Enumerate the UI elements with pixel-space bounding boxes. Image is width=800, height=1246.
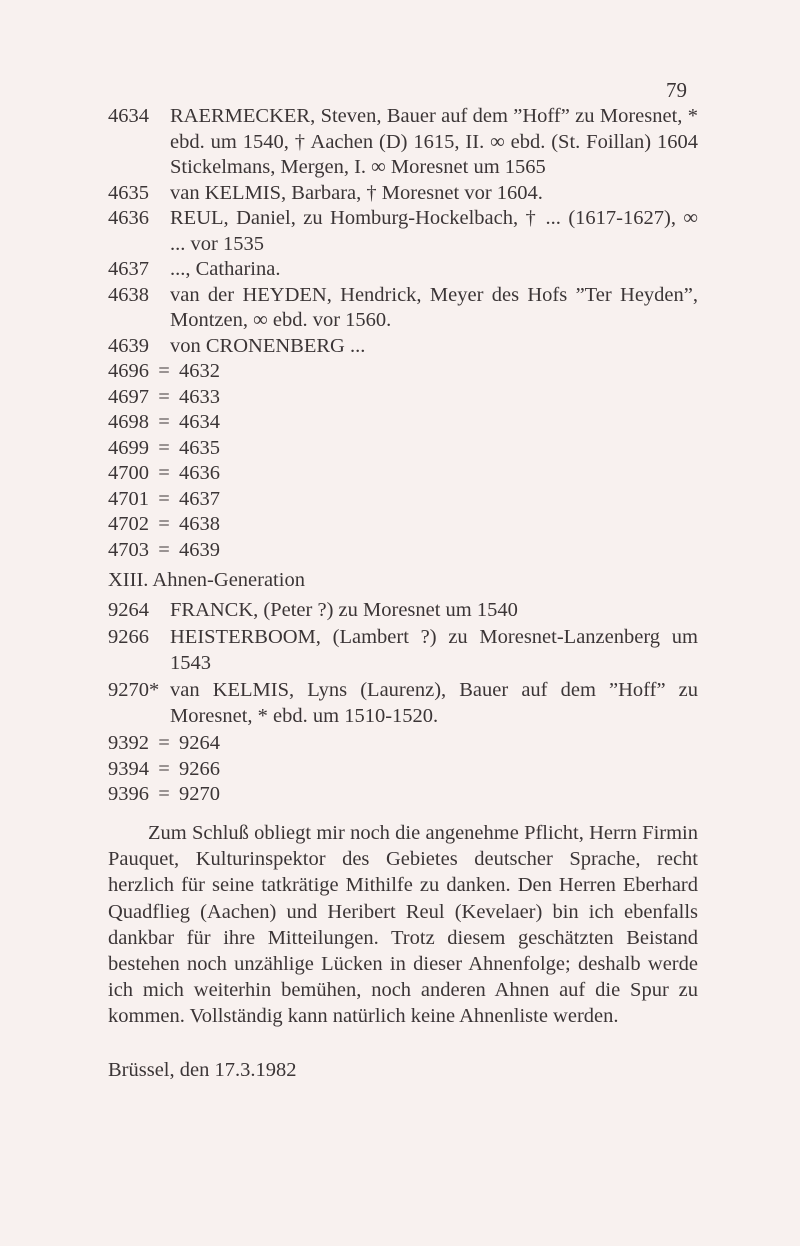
entry-text: van der HEYDEN, Hendrick, Meyer des Hofs ”Ter Heyden”, Montzen, ∞ ebd. vor 1560. <box>170 283 698 331</box>
signoff-place-date: Brüssel, den 17.3.1982 <box>108 1059 297 1081</box>
entry-text: van KELMIS, Lyns (Laurenz), Bauer auf dem ”Hoff” zu Moresnet, * ebd. um 1510-1520. <box>170 679 698 727</box>
entry-number: 4636 <box>108 207 149 229</box>
equals-sign: = <box>158 513 170 535</box>
generation-heading: XIII. Ahnen-Generation <box>108 569 305 591</box>
ancestor-entry <box>108 181 698 207</box>
equals-sign: = <box>158 732 170 754</box>
equivalence-row <box>108 512 698 538</box>
equivalence-row <box>108 782 698 808</box>
acknowledgement-text: Zum Schluß obliegt mir noch die angenehme Pflicht, Herrn Firmin Pauquet, Kulturinspektor des Gebietes deutscher Sprache, recht herzlich für seine tatkrätige Mithilfe zu danken. Den Herren Eberhard Quadflieg (Aachen) und Heribert Reul (Kevelaer) bin ich ebenfalls dankbar für ihre Mitteilungen. Trotz diesem geschätzten Beistand bestehen noch unzählige Lücken in dieser Ahnenfolge; deshalb werde ich mich weiterhin bemühen, noch anderen Ahnen auf die Spur zu kommen. Vollständig kann natürlich keine Ahnenliste werden. <box>108 822 698 1028</box>
equiv-right: 9264 <box>179 732 220 754</box>
equivalence-row <box>108 461 698 487</box>
entry-text: RAERMECKER, Steven, Bauer auf dem ”Hoff” zu Moresnet, * ebd. um 1540, † Aachen (D) 1615, II. ∞ ebd. (St. Foillan) 1604 Stickelmans, Mergen, I. ∞ Moresnet um 1565 <box>170 105 698 178</box>
entry-text: van KELMIS, Barbara, † Moresnet vor 1604. <box>170 181 543 204</box>
equiv-left: 4701 <box>108 487 149 510</box>
closing-paragraph <box>108 820 698 1030</box>
equals-sign: = <box>158 757 170 780</box>
equals-sign: = <box>158 436 170 459</box>
equivalences-top <box>108 359 698 563</box>
equals-sign: = <box>158 411 170 433</box>
equiv-left: 9394 <box>108 757 149 780</box>
equiv-left: 4702 <box>108 513 149 535</box>
equals-sign: = <box>158 385 170 408</box>
equivalence-row <box>108 436 698 462</box>
generation-section <box>108 568 698 808</box>
equiv-left: 4696 <box>108 360 149 382</box>
entry-text: ..., Catharina. <box>170 258 281 280</box>
equiv-left: 4699 <box>108 436 149 459</box>
equals-sign: = <box>158 487 170 510</box>
equiv-left: 4703 <box>108 538 149 561</box>
equiv-right: 9270 <box>179 783 220 805</box>
entry-number: 4634 <box>108 105 149 127</box>
ancestor-list <box>108 104 698 808</box>
equiv-right: 4637 <box>179 487 220 510</box>
ancestor-entry <box>108 257 698 283</box>
equiv-right: 9266 <box>179 757 220 780</box>
ancestor-entry <box>108 598 698 624</box>
equivalence-row <box>108 757 698 783</box>
entry-text: von CRONENBERG ... <box>170 334 366 357</box>
equiv-left: 4700 <box>108 462 149 484</box>
equiv-right: 4635 <box>179 436 220 459</box>
entry-text: REUL, Daniel, zu Homburg-Hockelbach, † ... (1617-1627), ∞ ... vor 1535 <box>170 207 698 255</box>
ancestor-entry <box>108 104 698 181</box>
ancestor-entry <box>108 334 698 360</box>
ancestor-entry <box>108 283 698 334</box>
ancestor-entry <box>108 625 698 676</box>
equiv-right: 4639 <box>179 538 220 561</box>
ancestor-entry <box>108 206 698 257</box>
equals-sign: = <box>158 462 170 484</box>
equals-sign: = <box>158 538 170 561</box>
equals-sign: = <box>158 360 170 382</box>
equivalence-row <box>108 538 698 564</box>
equiv-left: 4698 <box>108 411 149 433</box>
equivalence-row <box>108 410 698 436</box>
entry-number: 4637 <box>108 258 149 280</box>
equiv-right: 4634 <box>179 411 220 433</box>
equivalence-row <box>108 487 698 513</box>
equiv-right: 4638 <box>179 513 220 535</box>
equivalence-row <box>108 731 698 757</box>
equiv-left: 9396 <box>108 783 149 805</box>
equiv-right: 4632 <box>179 360 220 382</box>
entry-number: 4638 <box>108 283 149 306</box>
entry-number: 9270* <box>108 679 160 701</box>
entry-number: 9266 <box>108 626 149 648</box>
equiv-right: 4633 <box>179 385 220 408</box>
ancestor-entry <box>108 678 698 729</box>
entries-top <box>108 104 698 359</box>
entry-text: HEISTERBOOM, (Lambert ?) zu Moresnet-Lanzenberg um 1543 <box>170 626 698 674</box>
equivalence-row <box>108 385 698 411</box>
entry-number: 4639 <box>108 334 149 357</box>
equals-sign: = <box>158 783 170 805</box>
entry-number: 4635 <box>108 181 149 204</box>
equiv-left: 9392 <box>108 732 149 754</box>
equivalence-row <box>108 359 698 385</box>
page-number: 79 <box>666 78 687 102</box>
equiv-left: 4697 <box>108 385 149 408</box>
equiv-right: 4636 <box>179 462 220 484</box>
entry-number: 9264 <box>108 598 149 621</box>
entry-text: FRANCK, (Peter ?) zu Moresnet um 1540 <box>170 598 518 621</box>
